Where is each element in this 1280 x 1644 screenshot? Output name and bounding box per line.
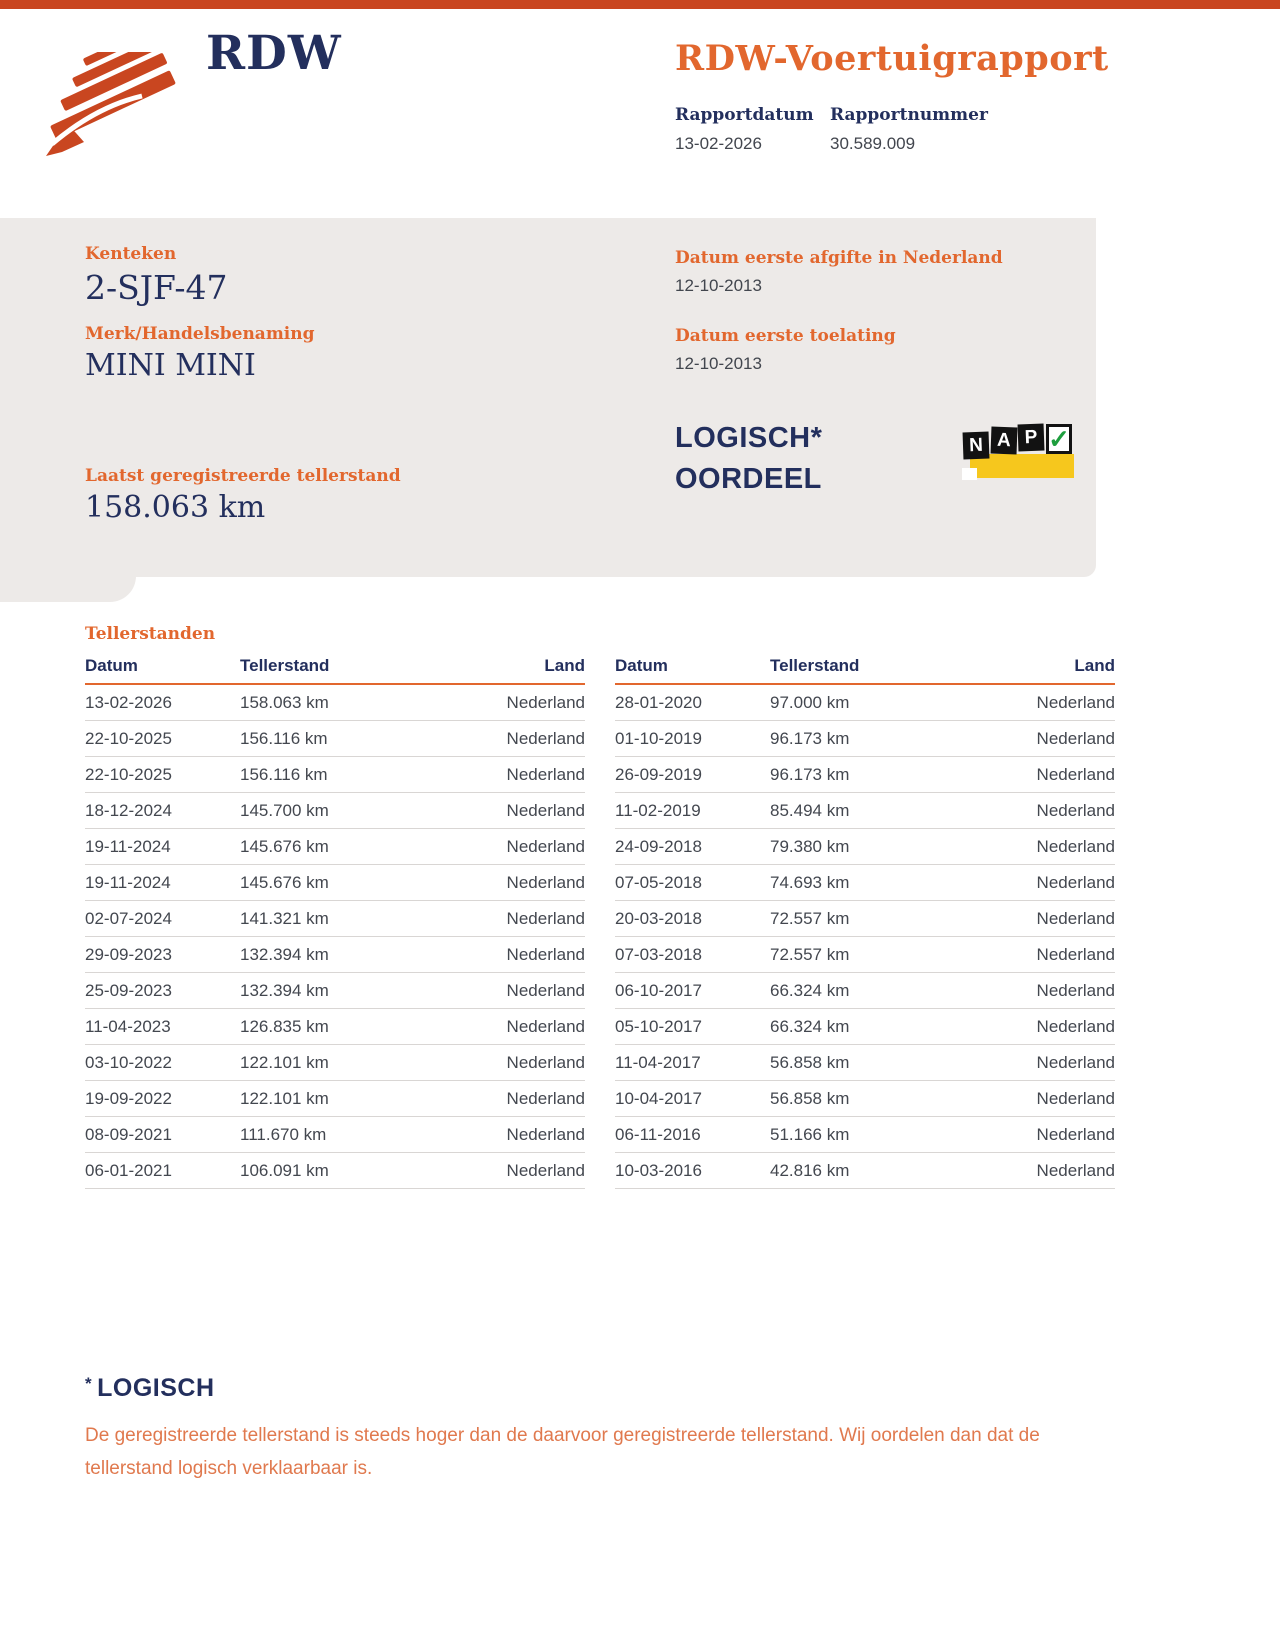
- footnote-asterisk: *: [85, 1374, 93, 1393]
- report-date-label: Rapportdatum: [675, 105, 814, 125]
- cell-datum: 11-02-2019: [615, 793, 770, 829]
- cell-tellerstand: 132.394 km: [240, 973, 435, 1009]
- kenteken-label: Kenteken: [85, 244, 177, 264]
- cell-datum: 18-12-2024: [85, 793, 240, 829]
- table-row: [615, 1153, 1115, 1189]
- cell-land: Nederland: [965, 757, 1115, 793]
- afgifte-value: 12-10-2013: [675, 276, 762, 295]
- cell-tellerstand: 145.676 km: [240, 865, 435, 901]
- table-row: [615, 865, 1115, 901]
- cell-tellerstand: 42.816 km: [770, 1153, 965, 1189]
- kenteken-value: 2-SJF-47: [85, 268, 228, 307]
- footnote-title: [85, 1374, 1075, 1403]
- table-row: [85, 757, 585, 793]
- cell-datum: 29-09-2023: [85, 937, 240, 973]
- laatste-tellerstand-label: Laatst geregistreerde tellerstand: [85, 466, 401, 486]
- column-header-datum: Datum: [85, 650, 240, 684]
- table-row: [615, 973, 1115, 1009]
- cell-land: Nederland: [965, 973, 1115, 1009]
- table-row: [615, 757, 1115, 793]
- cell-tellerstand: 126.835 km: [240, 1009, 435, 1045]
- cell-land: Nederland: [435, 1009, 585, 1045]
- cell-land: Nederland: [435, 1117, 585, 1153]
- column-header-land: Land: [965, 650, 1115, 684]
- table-row: [85, 684, 585, 721]
- cell-land: Nederland: [965, 793, 1115, 829]
- table-row: [85, 973, 585, 1009]
- table-row: [85, 829, 585, 865]
- cell-tellerstand: 79.380 km: [770, 829, 965, 865]
- cell-datum: 22-10-2025: [85, 757, 240, 793]
- cell-land: Nederland: [435, 684, 585, 721]
- cell-datum: 06-10-2017: [615, 973, 770, 1009]
- cell-land: Nederland: [435, 721, 585, 757]
- cell-tellerstand: 72.557 km: [770, 901, 965, 937]
- tellerstanden-section: [85, 624, 1115, 1189]
- cell-datum: 08-09-2021: [85, 1117, 240, 1153]
- report-number-value: 30.589.009: [830, 134, 916, 153]
- cell-datum: 05-10-2017: [615, 1009, 770, 1045]
- column-header-land: Land: [435, 650, 585, 684]
- cell-tellerstand: 72.557 km: [770, 937, 965, 973]
- cell-datum: 19-09-2022: [85, 1081, 240, 1117]
- oordeel-line1: LOGISCH*: [675, 422, 823, 454]
- toelating-label: Datum eerste toelating: [675, 326, 896, 346]
- cell-datum: 25-09-2023: [85, 973, 240, 1009]
- cell-datum: 28-01-2020: [615, 684, 770, 721]
- cell-land: Nederland: [435, 1153, 585, 1189]
- table-row: [615, 1009, 1115, 1045]
- cell-tellerstand: 145.700 km: [240, 793, 435, 829]
- cell-datum: 02-07-2024: [85, 901, 240, 937]
- cell-datum: 07-05-2018: [615, 865, 770, 901]
- table-row: [615, 721, 1115, 757]
- cell-datum: 11-04-2023: [85, 1009, 240, 1045]
- cell-land: Nederland: [435, 865, 585, 901]
- table-row: [85, 1081, 585, 1117]
- nap-checkmark-icon: ✓: [1046, 424, 1072, 454]
- table-row: [85, 1009, 585, 1045]
- vehicle-summary-panel-tab: [0, 576, 136, 602]
- table-row: [615, 901, 1115, 937]
- cell-tellerstand: 97.000 km: [770, 684, 965, 721]
- cell-tellerstand: 111.670 km: [240, 1117, 435, 1153]
- cell-land: Nederland: [435, 901, 585, 937]
- table-row: [615, 937, 1115, 973]
- cell-datum: 19-11-2024: [85, 865, 240, 901]
- cell-land: Nederland: [965, 901, 1115, 937]
- cell-datum: 19-11-2024: [85, 829, 240, 865]
- table-header-row: [615, 650, 1115, 684]
- cell-tellerstand: 145.676 km: [240, 829, 435, 865]
- nap-letter-a: A: [991, 427, 1018, 455]
- table-row: [615, 1117, 1115, 1153]
- tellerstanden-title: Tellerstanden: [85, 624, 216, 644]
- cell-land: Nederland: [435, 757, 585, 793]
- table-row: [615, 793, 1115, 829]
- column-header-tellerstand: Tellerstand: [240, 650, 435, 684]
- column-header-datum: Datum: [615, 650, 770, 684]
- cell-tellerstand: 66.324 km: [770, 1009, 965, 1045]
- cell-tellerstand: 96.173 km: [770, 757, 965, 793]
- cell-datum: 01-10-2019: [615, 721, 770, 757]
- cell-tellerstand: 66.324 km: [770, 973, 965, 1009]
- cell-tellerstand: 156.116 km: [240, 721, 435, 757]
- laatste-tellerstand-value: 158.063 km: [85, 490, 266, 525]
- cell-datum: 10-04-2017: [615, 1081, 770, 1117]
- cell-datum: 07-03-2018: [615, 937, 770, 973]
- cell-tellerstand: 132.394 km: [240, 937, 435, 973]
- table-header-row: [85, 650, 585, 684]
- report-header: [675, 38, 1235, 154]
- cell-land: Nederland: [435, 1045, 585, 1081]
- cell-land: Nederland: [965, 1081, 1115, 1117]
- cell-datum: 10-03-2016: [615, 1153, 770, 1189]
- footnote-body: De geregistreerde tellerstand is steeds hoger dan de daarvoor geregistreerde tellerstand. Wij oordelen dan dat de tellerstand logisch verklaarbaar is.: [85, 1425, 1040, 1479]
- cell-datum: 06-11-2016: [615, 1117, 770, 1153]
- cell-tellerstand: 106.091 km: [240, 1153, 435, 1189]
- rdw-feather-icon: [38, 52, 198, 162]
- cell-land: Nederland: [965, 1045, 1115, 1081]
- cell-tellerstand: 96.173 km: [770, 721, 965, 757]
- table-row: [615, 684, 1115, 721]
- toelating-value: 12-10-2013: [675, 354, 762, 373]
- oordeel-line2: OORDEEL: [675, 463, 822, 495]
- cell-land: Nederland: [965, 829, 1115, 865]
- logisch-footnote: [85, 1374, 1075, 1485]
- cell-land: Nederland: [435, 793, 585, 829]
- cell-land: Nederland: [965, 1153, 1115, 1189]
- table-row: [85, 1117, 585, 1153]
- oordeel-verdict: [675, 418, 822, 500]
- nap-logo: [960, 422, 1082, 482]
- report-date-value: 13-02-2026: [675, 134, 762, 153]
- report-number-label: Rapportnummer: [830, 105, 988, 125]
- cell-tellerstand: 122.101 km: [240, 1045, 435, 1081]
- cell-tellerstand: 74.693 km: [770, 865, 965, 901]
- tellerstanden-table-right: [615, 650, 1115, 1189]
- nap-letter-p: P: [1018, 424, 1045, 452]
- cell-tellerstand: 51.166 km: [770, 1117, 965, 1153]
- cell-land: Nederland: [435, 937, 585, 973]
- rdw-logo: [38, 24, 438, 174]
- cell-tellerstand: 122.101 km: [240, 1081, 435, 1117]
- cell-tellerstand: 158.063 km: [240, 684, 435, 721]
- cell-datum: 20-03-2018: [615, 901, 770, 937]
- cell-datum: 26-09-2019: [615, 757, 770, 793]
- rdw-logo-text: RDW: [206, 26, 342, 81]
- table-row: [615, 1045, 1115, 1081]
- cell-datum: 22-10-2025: [85, 721, 240, 757]
- cell-land: Nederland: [965, 865, 1115, 901]
- table-row: [85, 721, 585, 757]
- cell-tellerstand: 156.116 km: [240, 757, 435, 793]
- merk-label: Merk/Handelsbenaming: [85, 324, 315, 344]
- cell-land: Nederland: [435, 973, 585, 1009]
- cell-datum: 24-09-2018: [615, 829, 770, 865]
- table-row: [85, 865, 585, 901]
- cell-land: Nederland: [965, 684, 1115, 721]
- table-row: [85, 1153, 585, 1189]
- page-title: RDW-Voertuigrapport: [675, 38, 1109, 79]
- cell-tellerstand: 56.858 km: [770, 1081, 965, 1117]
- table-row: [85, 937, 585, 973]
- cell-datum: 06-01-2021: [85, 1153, 240, 1189]
- cell-land: Nederland: [965, 1117, 1115, 1153]
- cell-tellerstand: 56.858 km: [770, 1045, 965, 1081]
- cell-land: Nederland: [965, 1009, 1115, 1045]
- tellerstanden-table-left: [85, 650, 585, 1189]
- table-row: [85, 793, 585, 829]
- cell-tellerstand: 85.494 km: [770, 793, 965, 829]
- footnote-title-text: LOGISCH: [97, 1374, 215, 1402]
- cell-datum: 03-10-2022: [85, 1045, 240, 1081]
- cell-land: Nederland: [965, 721, 1115, 757]
- afgifte-label: Datum eerste afgifte in Nederland: [675, 248, 1003, 268]
- nap-letter-n: N: [963, 432, 990, 460]
- cell-land: Nederland: [435, 829, 585, 865]
- table-row: [85, 901, 585, 937]
- cell-datum: 13-02-2026: [85, 684, 240, 721]
- cell-land: Nederland: [435, 1081, 585, 1117]
- table-row: [615, 1081, 1115, 1117]
- table-row: [615, 829, 1115, 865]
- column-header-tellerstand: Tellerstand: [770, 650, 965, 684]
- cell-datum: 11-04-2017: [615, 1045, 770, 1081]
- merk-value: MINI MINI: [85, 348, 256, 383]
- table-row: [85, 1045, 585, 1081]
- top-accent-bar: [0, 0, 1280, 9]
- cell-land: Nederland: [965, 937, 1115, 973]
- nap-white-square: [962, 468, 977, 480]
- cell-tellerstand: 141.321 km: [240, 901, 435, 937]
